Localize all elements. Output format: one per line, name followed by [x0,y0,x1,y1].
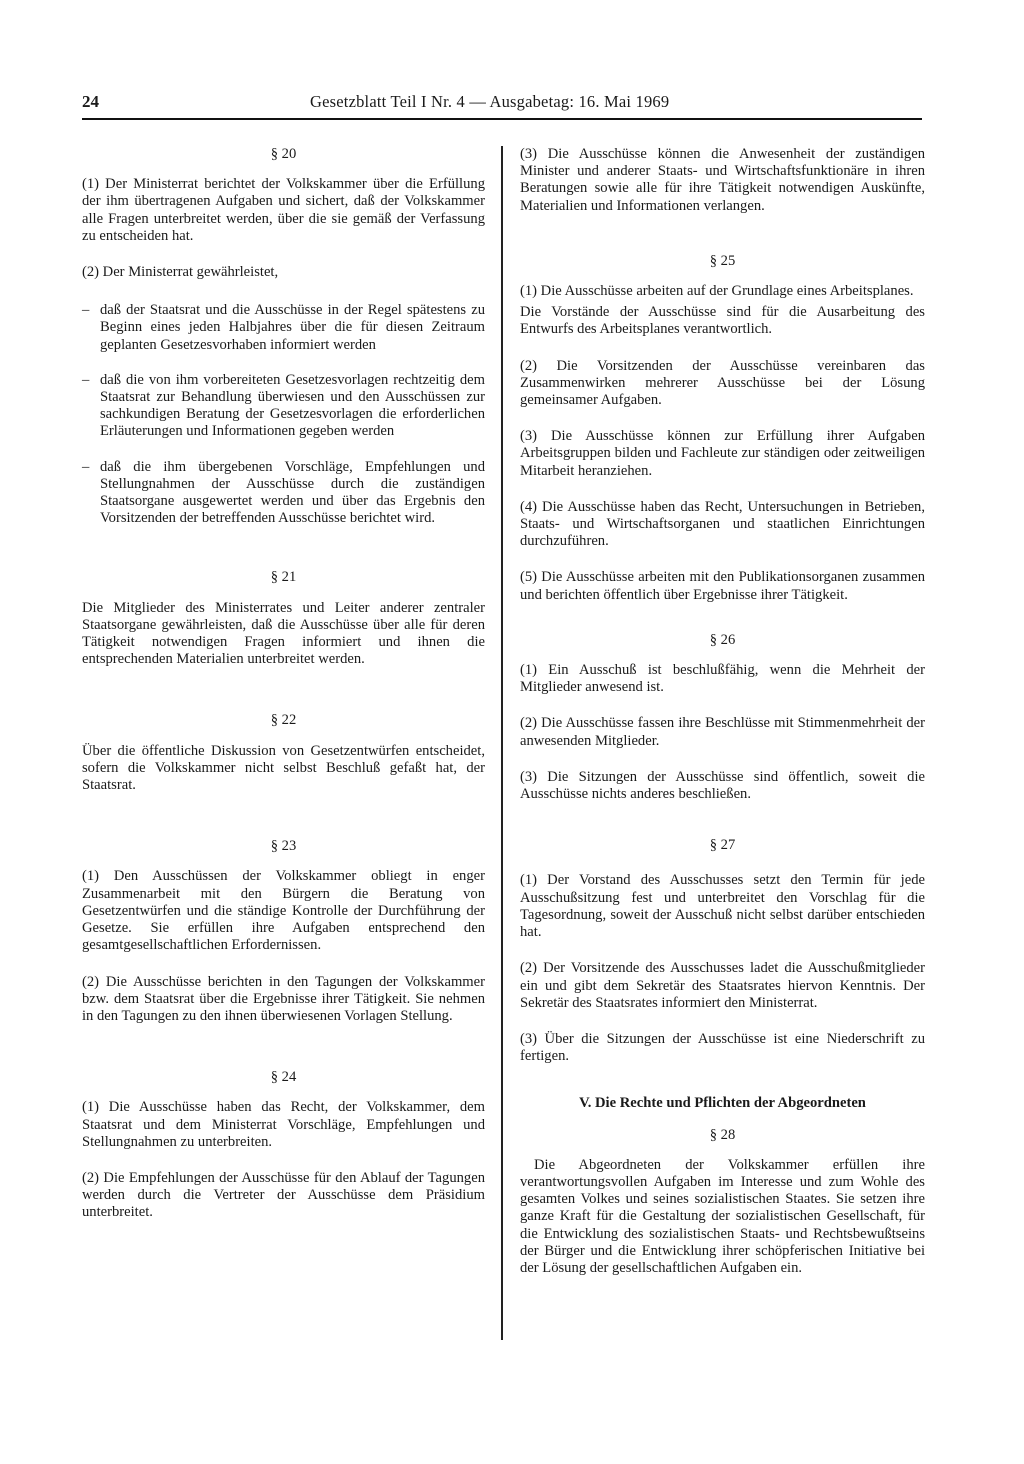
paragraph: (2) Der Ministerrat gewährleistet, [82,264,279,281]
header-title: Gesetzblatt Teil I Nr. 4 — Ausgabetag: 16. Mai 1969 [310,92,670,111]
section-heading-27: § 27 [709,837,736,854]
paragraph: (1) Ein Ausschuß ist beschlußfähig, wenn die Mehrheit der Mitglieder anwesend ist. [520,662,925,696]
page-number: 24 [82,92,99,111]
paragraph: (3) Die Ausschüsse können die Anwesenheit der zuständigen Minister und anderer Staats- und Wirtschaftsfunktionäre in ihren Beratungen sowie alle für ihre Tätigkeit notwendigen Auskünfte, Materialien und Informationen verlangen. [520,146,925,214]
section-heading-21: § 21 [270,569,297,586]
paragraph: (1) Den Ausschüssen der Volkskammer obliegt in enger Zusammenarbeit mit den Bürgern die Beratung von Gesetzentwürfen und die ständige Kontrolle der Durchführung der Gesetze. Sie erfüllen ihre Aufgaben entsprechend den gesamtgesellschaftlichen Erfordernissen. [82,868,485,954]
paragraph: Über die öffentliche Diskussion von Gesetzentwürfen entscheidet, sofern die Volkskammer nicht selbst Beschluß gefaßt hat, der Staatsrat. [82,742,485,794]
section-heading-22: § 22 [270,712,297,729]
paragraph: (2) Die Ausschüsse berichten in den Tagungen der Volkskammer bzw. dem Staatsrat über die Ergebnisse ihrer Tätigkeit. Sie nehmen in den Tagungen zu den ihnen überwiesenen Vorlagen Stellung. [82,973,485,1024]
list-item-text: daß die von ihm vorbereiteten Gesetzesvorlagen rechtzeitig dem Staatsrat zur Behandlung überwiesen und den Ausschüssen zur sachkundigen Beratung der Gesetzesvorlagen die erforderlichen Erläuterungen und Informationen gegeben werden [100,371,485,440]
left-column [82,146,485,1241]
paragraph: (1) Der Vorstand des Ausschusses setzt den Termin für jede Ausschußsitzung fest und unterbreitet den Vorschlag für die Tagesordnung, soweit der Ausschuß nicht selbst darüber entschieden hat. [520,872,925,941]
paragraph: (4) Die Ausschüsse haben das Recht, Untersuchungen in Betrieben, Staats- und Wirtschaftsorganen und staatlichen Einrichtungen durchzuführen. [520,498,925,550]
paragraph: (2) Die Vorsitzenden der Ausschüsse vereinbaren das Zusammenwirken mehrerer Ausschüsse bei der Lösung gemeinsamer Aufgaben. [520,357,925,409]
section-heading-20: § 20 [270,146,297,162]
paragraph: (1) Der Ministerrat berichtet der Volkskammer über die Erfüllung der ihm übertragenen Aufgaben und sichert, daß der Volkskammer alle Fragen unterbreitet werden, über die sie gemäß der Verfassung zu entscheiden hat. [82,176,485,244]
dash-bullet: – [82,458,90,475]
section-heading-26: § 26 [709,631,736,648]
list-item [82,459,485,528]
dash-bullet: – [82,302,90,319]
page-header [82,92,922,120]
paragraph: (3) Die Ausschüsse können zur Erfüllung ihrer Aufgaben Arbeitsgruppen bilden und Fachleute zur ständigen oder zeitweiligen Mitarbeit heranziehen. [520,428,925,479]
section-heading-28: § 28 [709,1126,736,1143]
paragraph: (3) Über die Sitzungen der Ausschüsse ist eine Niederschrift zu fertigen. [520,1030,925,1065]
paragraph: (3) Die Sitzungen der Ausschüsse sind öffentlich, soweit die Ausschüsse nichts anderes beschließen. [520,768,925,803]
section-heading-25: § 25 [709,252,736,269]
paragraph: (2) Die Ausschüsse fassen ihre Beschlüsse mit Stimmenmehrheit der anwesenden Mitglieder. [520,715,925,749]
list-item [82,302,485,354]
paragraph: Die Mitglieder des Ministerrates und Leiter anderer zentraler Staatsorgane gewährleisten, daß die Ausschüsse über alle für deren Tätigkeit notwendigen Fragen informiert und ihnen die entsprechenden Materialien unterbreitet werden. [82,599,485,668]
paragraph: (5) Die Ausschüsse arbeiten mit den Publikationsorganen zusammen und berichten öffentlich über Ergebnisse ihrer Tätigkeit. [520,569,925,603]
list-item [82,372,485,441]
section-heading-24: § 24 [270,1069,297,1086]
column-divider [501,146,503,1340]
paragraph: (1) Die Ausschüsse arbeiten auf der Grundlage eines Arbeitsplanes. [520,283,914,300]
paragraph: (2) Die Empfehlungen der Ausschüsse für den Ablauf der Tagungen werden durch die Vertreter der Ausschüsse dem Präsidium unterbreitet. [82,1169,485,1221]
right-column [520,146,925,1296]
paragraph: (1) Die Ausschüsse haben das Recht, der Volkskammer, dem Staatsrat und dem Ministerrat Vorschläge, Empfehlungen und Stellungnahmen zu unterbreiten. [82,1099,485,1150]
paragraph: Die Vorstände der Ausschüsse sind für die Ausarbeitung des Entwurfs des Arbeitsplanes verantwortlich. [520,304,925,338]
paragraph: Die Abgeordneten der Volkskammer erfüllen ihre verantwortungsvollen Aufgaben im Interesse und zum Wohle des gesamten Volkes und seines sozialistischen Staates. Sie setzen ihre ganze Kraft für die Gestaltung der sozialistischen Gesellschaft, für die Entwicklung des sozialistischen Staats- und Rechtsbewußtseins der Bürger und die Entwicklung ihrer schöpferischen Initiative bei der Lösung der gesellschaftlichen Aufgaben ein. [520,1156,925,1276]
paragraph: (2) Der Vorsitzende des Ausschusses ladet die Ausschußmitglieder ein und gibt dem Sekretär des Staatsrates hiervon Kenntnis. Der Sekretär des Staatsrates informiert den Ministerrat. [520,960,925,1011]
section-heading-23: § 23 [270,838,297,855]
chapter-title: V. Die Rechte und Pflichten der Abgeordneten [579,1095,866,1112]
list-item-text: daß der Staatsrat und die Ausschüsse in der Regel spätestens zu Beginn eines jeden Halbjahres über die für diesen Zeitraum geplanten Gesetzesvorhaben informiert werden [100,302,485,353]
dash-bullet: – [82,371,90,388]
list-item-text: daß die ihm übergebenen Vorschläge, Empfehlungen und Stellungnahmen der Ausschüsse durch die zuständigen Staatsorgane ausgewertet werden und über das Ergebnis den Vorsitzenden der betreffenden Ausschüsse berichtet wird. [100,458,485,527]
